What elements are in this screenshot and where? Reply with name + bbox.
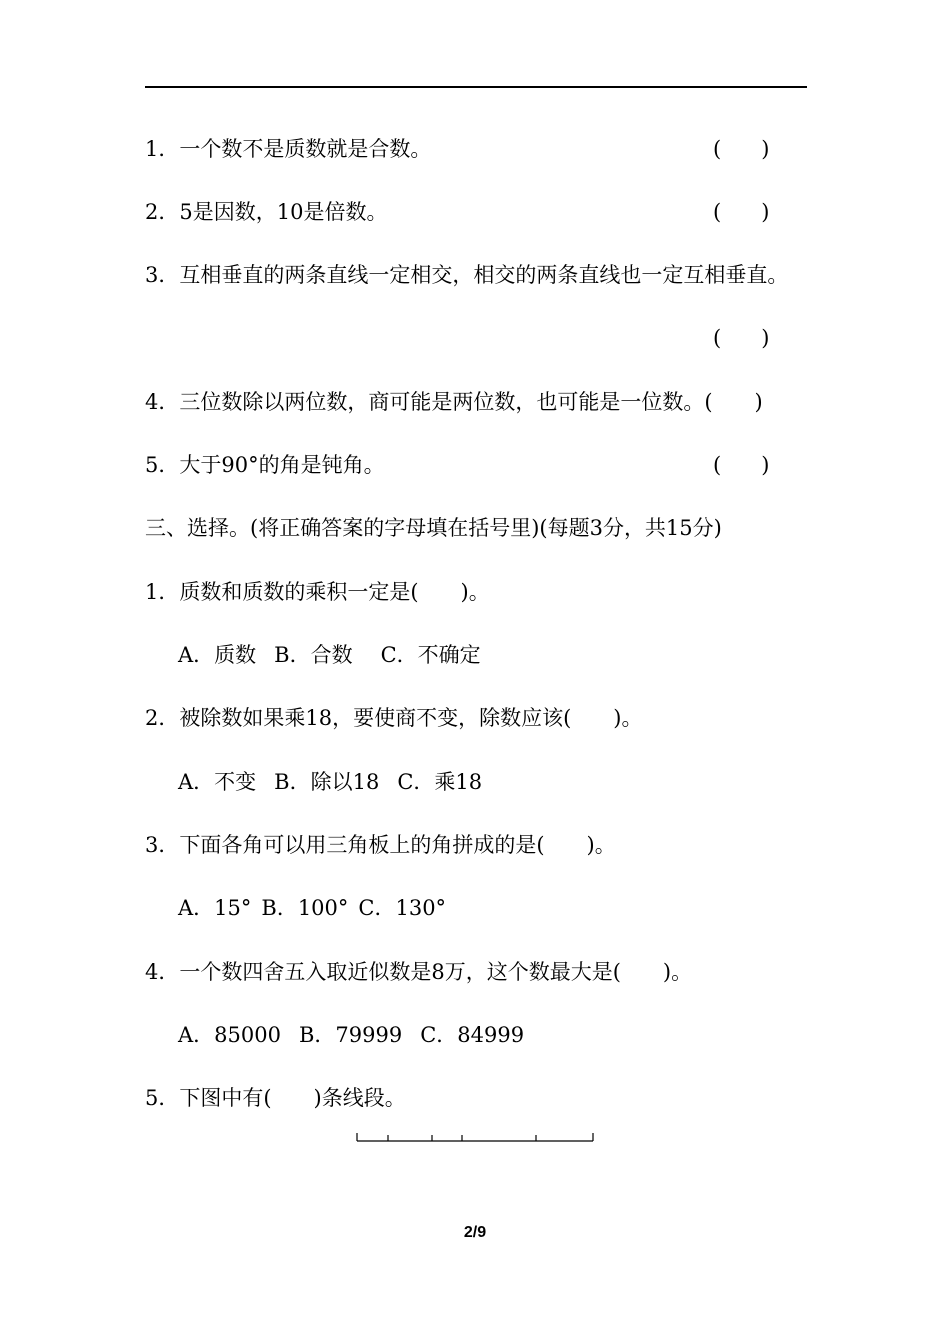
option-b[interactable]: B．79999 <box>298 1023 403 1047</box>
choice-question-3: 3．下面各角可以用三角板上的角拼成的是( )。 <box>145 833 616 857</box>
choice-question-1: 1．质数和质数的乘积一定是( )。 <box>145 580 490 604</box>
option-c[interactable]: C．84999 <box>420 1023 525 1047</box>
option-a[interactable]: A．质数 <box>178 643 257 667</box>
option-c[interactable]: C．不确定 <box>380 643 481 667</box>
judge-item-3: 3．互相垂直的两条直线一定相交，相交的两条直线也一定互相垂直。 <box>145 263 789 287</box>
header-rule <box>145 86 807 88</box>
option-b[interactable]: B．100° <box>261 896 349 920</box>
choice-options-4 <box>178 1020 542 1050</box>
option-a[interactable]: A．15° <box>178 896 252 920</box>
answer-blank-3[interactable]: ( ) <box>713 326 770 350</box>
page-number: 2/9 <box>463 1224 487 1241</box>
line-segment-figure <box>356 1130 596 1146</box>
option-c[interactable]: C．130° <box>358 896 447 920</box>
answer-blank-2[interactable]: ( ) <box>713 200 770 224</box>
choice-options-3 <box>178 893 464 923</box>
section-title: 三、选择。(将正确答案的字母填在括号里)(每题3分，共15分) <box>145 516 722 540</box>
option-a[interactable]: A．85000 <box>178 1023 281 1047</box>
choice-question-5: 5．下图中有( )条线段。 <box>145 1086 406 1110</box>
choice-question-4: 4．一个数四舍五入取近似数是8万，这个数最大是( )。 <box>145 960 693 984</box>
option-c[interactable]: C．乘18 <box>397 770 483 794</box>
option-b[interactable]: B．合数 <box>274 643 353 667</box>
option-a[interactable]: A．不变 <box>178 770 257 794</box>
judge-item-2: 2．5是因数，10是倍数。 <box>145 200 388 224</box>
choice-options-2 <box>178 767 500 797</box>
judge-item-4: 4．三位数除以两位数，商可能是两位数，也可能是一位数。( ) <box>145 390 763 414</box>
answer-blank-1[interactable]: ( ) <box>713 137 770 161</box>
judge-item-5: 5．大于90°的角是钝角。 <box>145 453 385 477</box>
choice-options-1 <box>178 640 499 670</box>
choice-question-2: 2．被除数如果乘18，要使商不变，除数应该( )。 <box>145 706 643 730</box>
answer-blank-5[interactable]: ( ) <box>713 453 770 477</box>
judge-item-1: 1．一个数不是质数就是合数。 <box>145 137 432 161</box>
option-b[interactable]: B．除以18 <box>274 770 380 794</box>
